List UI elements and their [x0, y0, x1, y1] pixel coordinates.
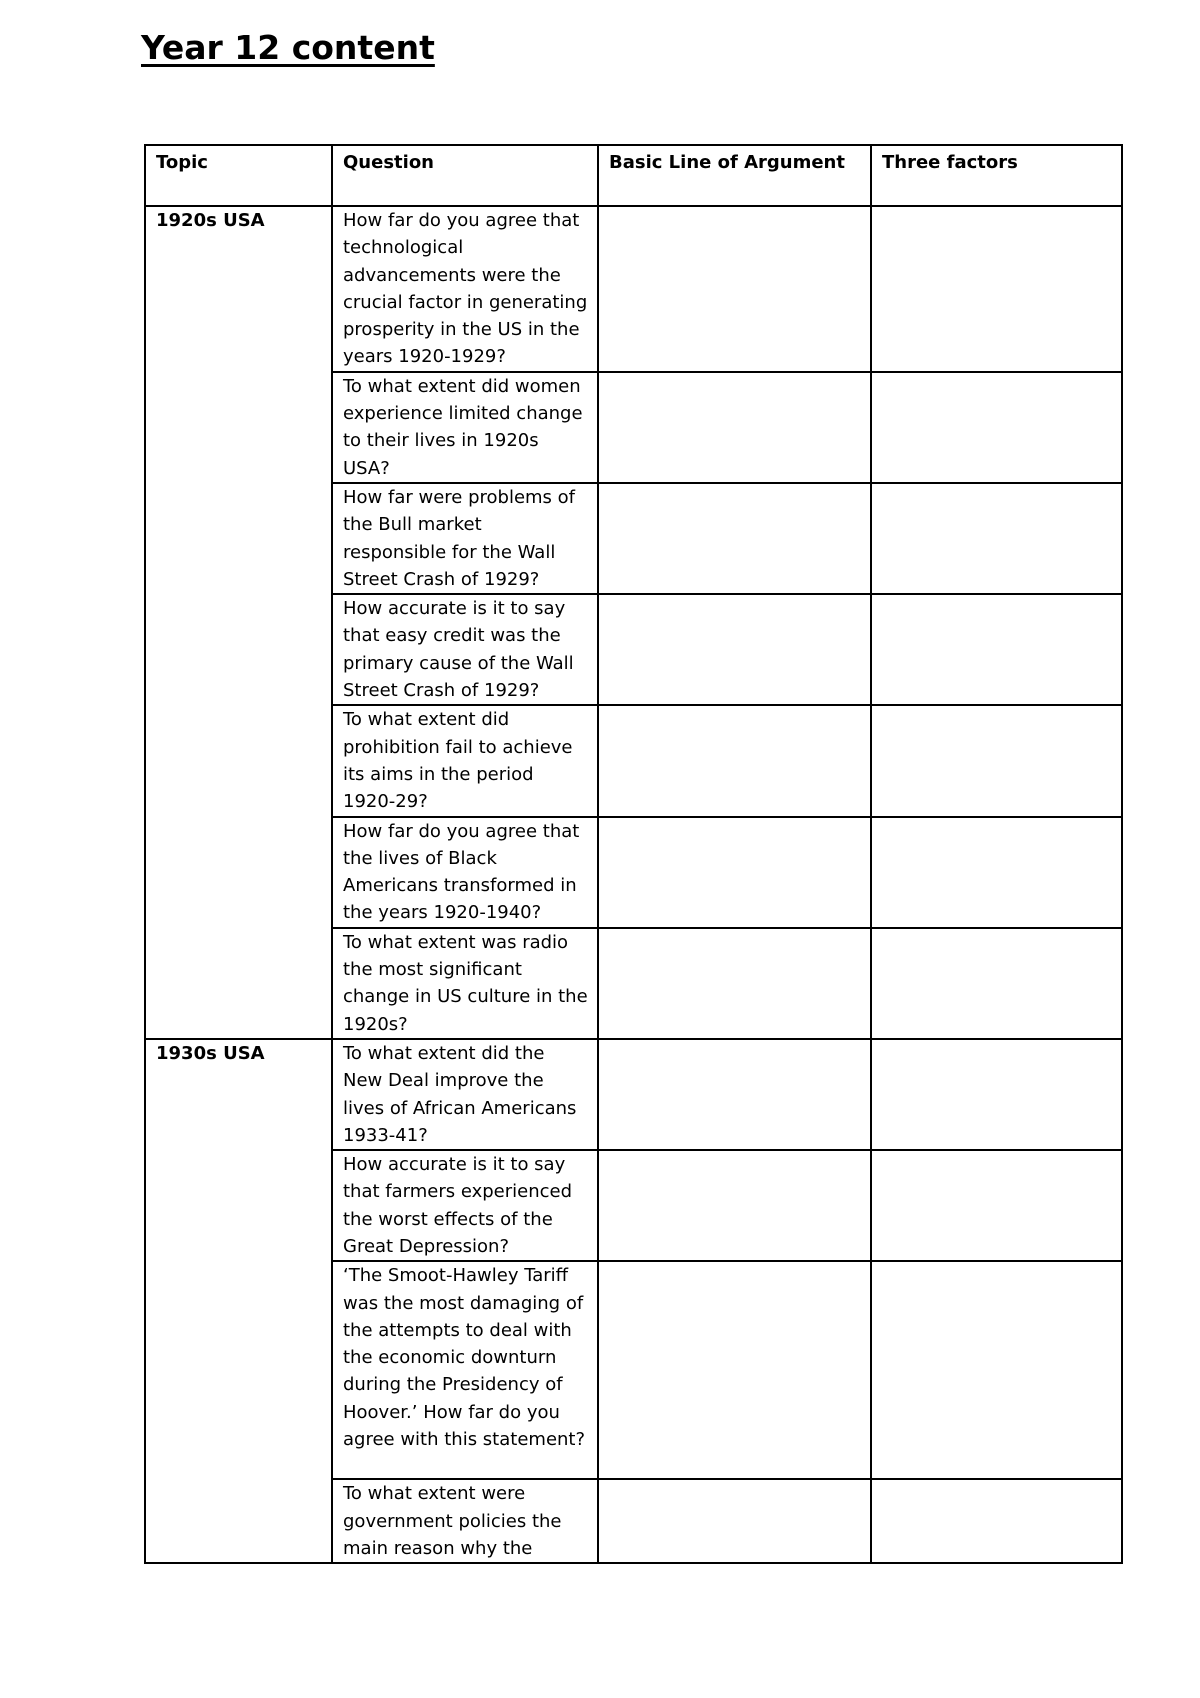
factors-cell[interactable] — [871, 1261, 1122, 1479]
factors-cell[interactable] — [871, 1479, 1122, 1563]
header-topic: Topic — [145, 145, 332, 206]
argument-cell[interactable] — [598, 1039, 871, 1150]
factors-cell[interactable] — [871, 705, 1122, 816]
table-row — [145, 206, 1122, 372]
argument-cell[interactable] — [598, 1150, 871, 1261]
header-argument: Basic Line of Argument — [598, 145, 871, 206]
argument-cell[interactable] — [598, 705, 871, 816]
argument-cell[interactable] — [598, 1479, 871, 1563]
factors-cell[interactable] — [871, 594, 1122, 705]
question-cell: To what extent did the New Deal improve the lives of African Americans 1933-41? — [332, 1039, 598, 1150]
question-cell: How far do you agree that technological advancements were the crucial factor in generating prosperity in the US in the years 1920-1929? — [332, 206, 598, 372]
factors-cell[interactable] — [871, 928, 1122, 1039]
argument-cell[interactable] — [598, 372, 871, 483]
argument-cell[interactable] — [598, 483, 871, 594]
question-cell: To what extent were government policies the main reason why the — [332, 1479, 598, 1563]
factors-cell[interactable] — [871, 206, 1122, 372]
table-row — [145, 1039, 1122, 1150]
question-cell: To what extent was radio the most significant change in US culture in the 1920s? — [332, 928, 598, 1039]
header-question: Question — [332, 145, 598, 206]
content-table — [144, 144, 1123, 1564]
question-cell: To what extent did women experience limited change to their lives in 1920s USA? — [332, 372, 598, 483]
argument-cell[interactable] — [598, 928, 871, 1039]
header-factors: Three factors — [871, 145, 1122, 206]
argument-cell[interactable] — [598, 206, 871, 372]
table-body — [145, 206, 1122, 1563]
table-header-row — [145, 145, 1122, 206]
argument-cell[interactable] — [598, 1261, 871, 1479]
page-title: Year 12 content — [141, 28, 435, 67]
factors-cell[interactable] — [871, 1150, 1122, 1261]
question-cell: How accurate is it to say that farmers experienced the worst effects of the Great Depression? — [332, 1150, 598, 1261]
topic-cell: 1930s USA — [145, 1039, 332, 1563]
question-cell: How far do you agree that the lives of Black Americans transformed in the years 1920-1940? — [332, 817, 598, 928]
question-cell: ‘The Smoot-Hawley Tariff was the most damaging of the attempts to deal with the economic downturn during the Presidency of Hoover.’ How far do you agree with this statement? — [332, 1261, 598, 1479]
argument-cell[interactable] — [598, 594, 871, 705]
factors-cell[interactable] — [871, 372, 1122, 483]
factors-cell[interactable] — [871, 1039, 1122, 1150]
argument-cell[interactable] — [598, 817, 871, 928]
question-cell: How far were problems of the Bull market responsible for the Wall Street Crash of 1929? — [332, 483, 598, 594]
factors-cell[interactable] — [871, 817, 1122, 928]
question-cell: To what extent did prohibition fail to achieve its aims in the period 1920-29? — [332, 705, 598, 816]
question-cell: How accurate is it to say that easy credit was the primary cause of the Wall Street Crash of 1929? — [332, 594, 598, 705]
factors-cell[interactable] — [871, 483, 1122, 594]
topic-cell: 1920s USA — [145, 206, 332, 1039]
